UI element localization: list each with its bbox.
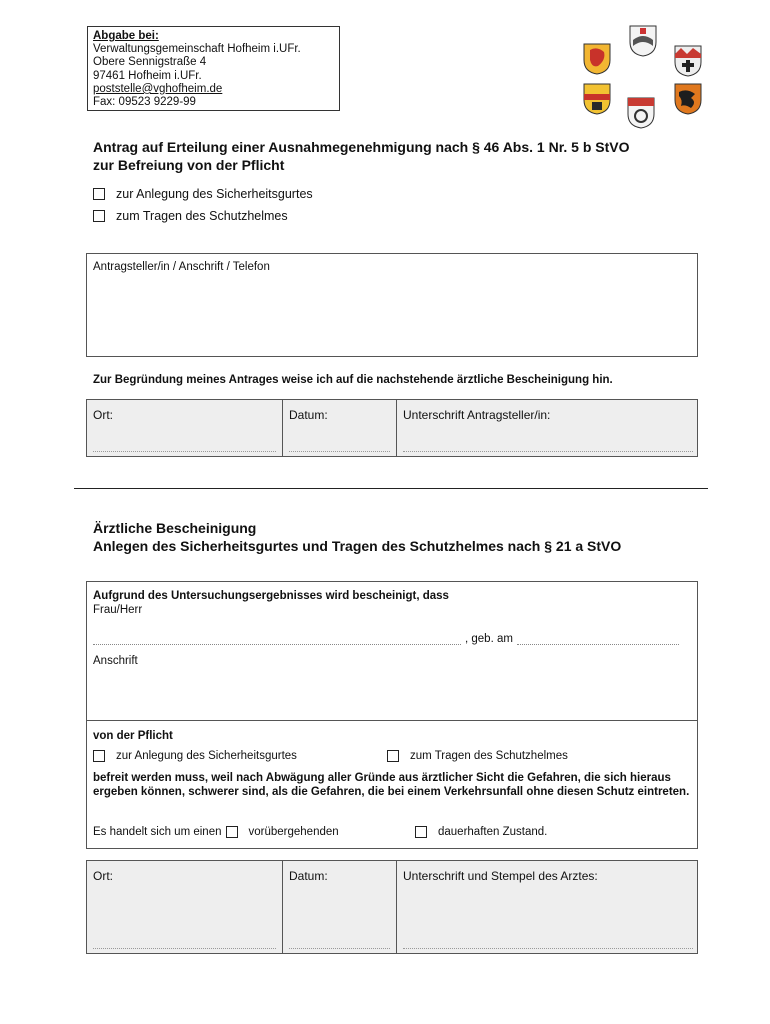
- condition-permanent-row[interactable]: [415, 826, 547, 838]
- crest-icon-6: [626, 96, 656, 130]
- born-label: , geb. am: [465, 633, 513, 645]
- certificate-person-row: [93, 633, 693, 645]
- crest-icon-4: [582, 82, 612, 116]
- checkbox-permanent[interactable]: [415, 826, 427, 838]
- condition-prefix: Es handelt sich um einen: [93, 826, 222, 838]
- crest-icon-5: [673, 82, 703, 116]
- crest-icon-1: [628, 24, 658, 58]
- certificate-date-field[interactable]: [283, 861, 397, 953]
- address-email[interactable]: poststelle@vghofheim.de: [93, 82, 223, 95]
- checkbox-helmet[interactable]: [93, 210, 105, 222]
- checkbox-belt[interactable]: [93, 188, 105, 200]
- certificate-signature-field[interactable]: [397, 861, 699, 953]
- certificate-person-label: Frau/Herr: [93, 604, 143, 616]
- application-place-field[interactable]: [87, 400, 283, 456]
- birth-date-field[interactable]: [517, 635, 679, 645]
- application-title-line-1: Antrag auf Erteilung einer Ausnahmegenehmigung nach § 46 Abs. 1 Nr. 5 b StVO: [93, 139, 630, 155]
- certificate-checkbox-belt[interactable]: [93, 750, 105, 762]
- crest-icon-2: [582, 42, 612, 76]
- address-box: [87, 26, 340, 111]
- applicant-label: Antragsteller/in / Anschrift / Telefon: [93, 261, 270, 273]
- application-signature-grid: [86, 399, 698, 457]
- certificate-place-label: Ort:: [93, 869, 113, 883]
- application-title-line-2: zur Befreiung von der Pflicht: [93, 157, 285, 173]
- section-divider: [74, 488, 708, 489]
- certificate-option-helmet[interactable]: [387, 750, 568, 762]
- condition-permanent-label: dauerhaften Zustand.: [438, 826, 548, 838]
- certificate-intro: Aufgrund des Untersuchungsergebnisses wird bescheinigt, dass: [93, 590, 449, 602]
- certificate-title: [93, 519, 733, 555]
- application-date-label: Datum:: [289, 408, 328, 422]
- certificate-option-belt[interactable]: [93, 750, 297, 762]
- certificate-box: [86, 581, 698, 849]
- certificate-place-field[interactable]: [87, 861, 283, 953]
- application-title: [93, 138, 733, 174]
- certificate-address-label: Anschrift: [93, 655, 138, 667]
- applicant-box[interactable]: [86, 253, 698, 357]
- certificate-title-line-1: Ärztliche Bescheinigung: [93, 520, 257, 536]
- checkbox-temporary[interactable]: [226, 826, 238, 838]
- application-signature-field[interactable]: [397, 400, 699, 456]
- crest-icon-3: [673, 44, 703, 78]
- address-line-2: Obere Sennigstraße 4: [93, 56, 207, 69]
- certificate-checkbox-helmet[interactable]: [387, 750, 399, 762]
- certificate-title-line-2: Anlegen des Sicherheitsgurtes und Tragen des Schutzhelmes nach § 21 a StVO: [93, 538, 622, 554]
- exempt-text: befreit werden muss, weil nach Abwägung aller Gründe aus ärztlicher Sicht die Gefahren, die sich hieraus ergeben können, schwerer sind, als die Gefahren, die bei einem Verkehrsunfall ohne diesen Schutz eintreten.: [93, 772, 690, 798]
- person-name-field[interactable]: [93, 635, 461, 645]
- certificate-date-label: Datum:: [289, 869, 328, 883]
- application-place-label: Ort:: [93, 408, 113, 422]
- application-option-helmet-label: zum Tragen des Schutzhelmes: [116, 209, 288, 223]
- address-line-1: Verwaltungsgemeinschaft Hofheim i.UFr.: [93, 43, 301, 56]
- certificate-inner-divider: [87, 720, 697, 721]
- application-option-belt-label: zur Anlegung des Sicherheitsgurtes: [116, 187, 313, 201]
- application-option-belt[interactable]: [93, 187, 313, 201]
- condition-temporary-label: vorübergehenden: [248, 826, 339, 838]
- condition-row: [93, 826, 339, 838]
- application-signature-label: Unterschrift Antragsteller/in:: [403, 408, 551, 422]
- certificate-signature-grid: [86, 860, 698, 954]
- address-line-3: 97461 Hofheim i.UFr.: [93, 69, 202, 82]
- address-heading: Abgabe bei:: [93, 30, 159, 42]
- certificate-option-belt-label: zur Anlegung des Sicherheitsgurtes: [116, 750, 297, 762]
- application-option-helmet[interactable]: [93, 209, 288, 223]
- certificate-option-helmet-label: zum Tragen des Schutzhelmes: [410, 750, 568, 762]
- duty-label: von der Pflicht: [93, 730, 173, 742]
- certificate-signature-label: Unterschrift und Stempel des Arztes:: [403, 869, 598, 883]
- reason-text: Zur Begründung meines Antrages weise ich auf die nachstehende ärztliche Bescheinigung hin.: [93, 374, 613, 386]
- address-fax: Fax: 09523 9229-99: [93, 96, 196, 109]
- application-date-field[interactable]: [283, 400, 397, 456]
